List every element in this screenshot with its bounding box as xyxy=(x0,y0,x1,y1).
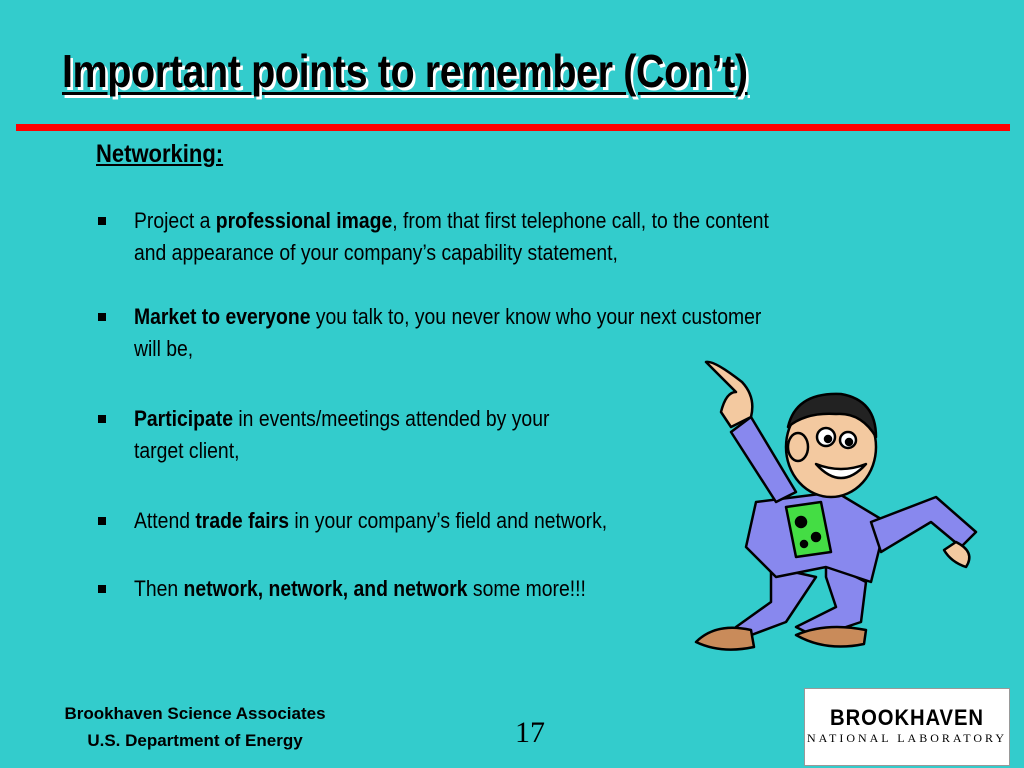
bullet-emphasis: Market to everyone xyxy=(134,304,311,329)
bullet-text xyxy=(134,403,549,467)
bullet-run: Attend xyxy=(134,508,196,533)
pointing-man-illustration xyxy=(676,352,996,662)
bullet-marker xyxy=(98,585,106,593)
bullet-text xyxy=(134,505,607,537)
footer-organization xyxy=(20,700,370,754)
bullet-text xyxy=(134,573,586,605)
bullet-line xyxy=(134,301,761,333)
bullet-marker xyxy=(98,217,106,225)
bullet-emphasis: professional image xyxy=(215,208,393,233)
bullet-line xyxy=(134,505,607,537)
bullet-text xyxy=(134,301,761,365)
bullet-line xyxy=(134,205,769,237)
bullet-run: , from that first telephone call, to the content xyxy=(392,208,769,233)
bullet-run: in events/meetings attended by your xyxy=(233,406,550,431)
bullet-emphasis: network, network, and network xyxy=(183,576,468,601)
bullet-run: Project a xyxy=(134,208,216,233)
bullet-line xyxy=(134,403,549,435)
page-number: 17 xyxy=(515,716,545,749)
bullet-run: some more!!! xyxy=(467,576,586,601)
bullet-run: target client, xyxy=(134,438,240,463)
footer-org-line2: U.S. Department of Energy xyxy=(87,731,303,750)
bullet-run: you talk to, you never know who your next customer xyxy=(310,304,762,329)
footer-org-line1: Brookhaven Science Associates xyxy=(64,704,326,723)
bullet-line xyxy=(134,333,761,365)
bullet-marker xyxy=(98,313,106,321)
bullet-emphasis: trade fairs xyxy=(195,508,289,533)
bullet-emphasis: Participate xyxy=(134,406,233,431)
bullet-text xyxy=(134,205,769,269)
section-heading: Networking: xyxy=(96,140,224,168)
bullet-run: in your company’s field and network, xyxy=(288,508,608,533)
logo-wordmark: BROOKHAVEN xyxy=(830,705,984,730)
bullet-line xyxy=(134,237,769,269)
brookhaven-logo xyxy=(804,688,1010,766)
bullet-marker xyxy=(98,517,106,525)
logo-subtitle: NATIONAL LABORATORY xyxy=(806,731,1007,745)
bullet-run: and appearance of your company’s capability statement, xyxy=(134,240,618,265)
bullet-line xyxy=(134,573,586,605)
bullet-line xyxy=(134,435,549,467)
bullet-marker xyxy=(98,415,106,423)
bullet-run: Then xyxy=(134,576,184,601)
slide-title: Important points to remember (Con’t) xyxy=(62,45,748,97)
bullet-run: will be, xyxy=(134,336,194,361)
title-divider xyxy=(16,124,1010,131)
